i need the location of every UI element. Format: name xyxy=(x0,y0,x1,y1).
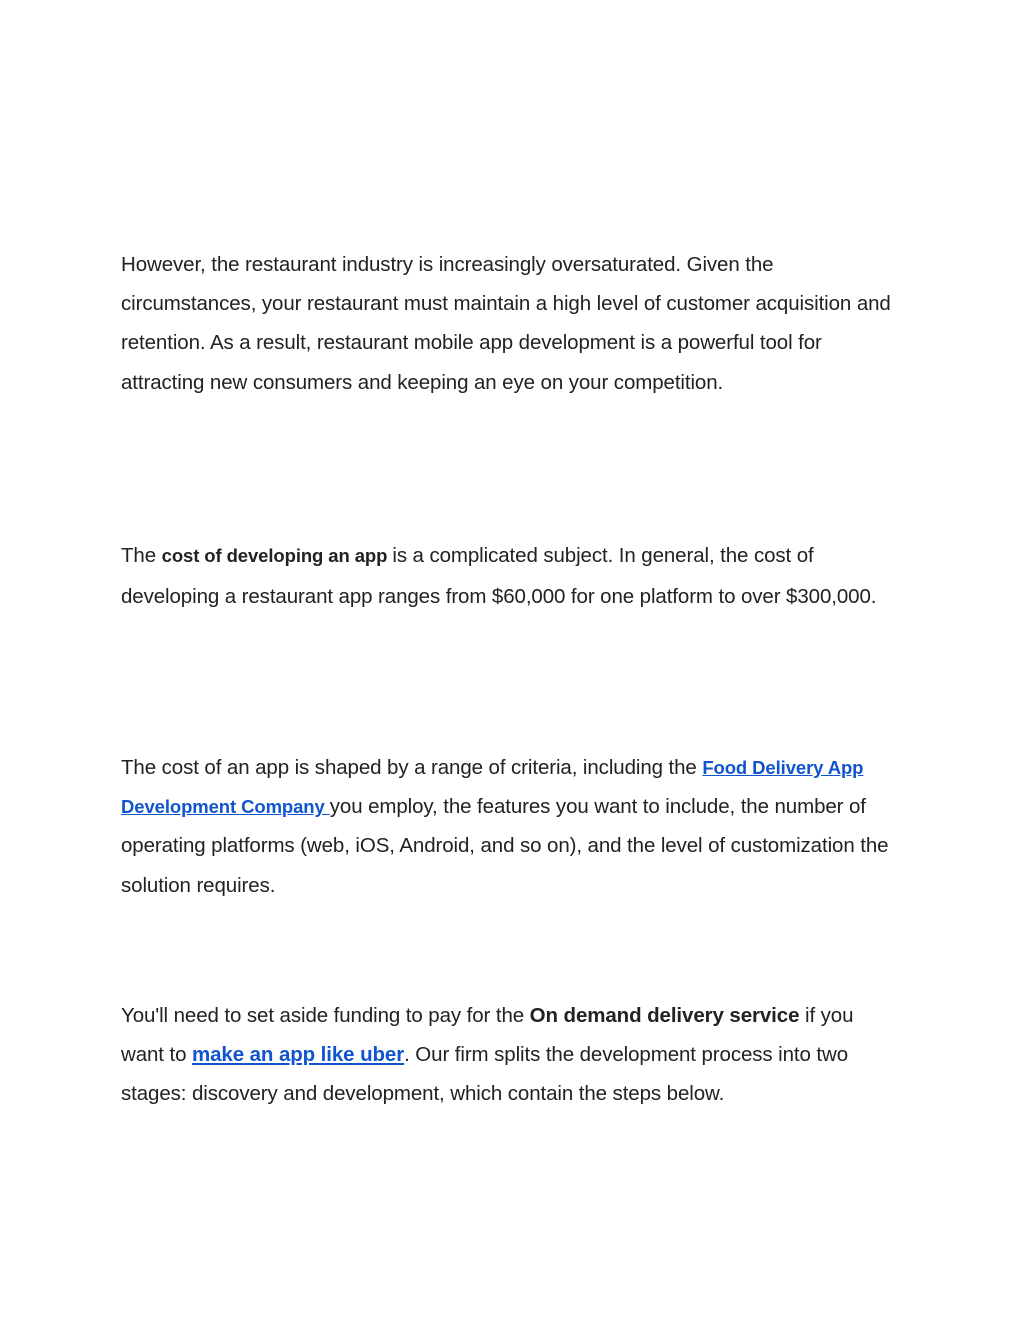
paragraph-text: However, the restaurant industry is increasingly oversaturated. Given the circumstances, your restaurant must maintain a high level of customer acquisition and retention. As a result, restaurant mobile app development is a powerful tool for attracting new consumers and keeping an eye on your competition. xyxy=(121,253,891,394)
link-food-delivery-app-development-company[interactable]: Food Delivery App Development Company xyxy=(121,757,864,818)
paragraph-text-middle: if you want to xyxy=(121,1004,854,1067)
paragraph-text-start: The xyxy=(121,544,162,567)
paragraph-text-start: You'll need to set aside funding to pay for the xyxy=(121,1004,530,1027)
bold-phrase-cost-of-developing: cost of developing an app xyxy=(161,545,393,566)
paragraph-funding xyxy=(121,996,901,1114)
paragraph-text-end: is a complicated subject. In general, the cost of developing a restaurant app ranges from $60,000 for one platform to over $300,000. xyxy=(121,544,877,608)
paragraph-app-cost xyxy=(121,535,901,617)
paragraph-text-start: The cost of an app is shaped by a range of criteria, including the xyxy=(121,756,703,779)
paragraph-industry-oversaturated xyxy=(121,245,901,402)
bold-phrase-on-demand-delivery: On demand delivery service xyxy=(529,1004,800,1027)
link-make-an-app-like-uber[interactable]: make an app like uber xyxy=(192,1043,405,1067)
paragraph-text-end: . Our firm splits the development process into two stages: discovery and development, which contain the steps below. xyxy=(121,1043,849,1106)
paragraph-text-end: you employ, the features you want to include, the number of operating platforms (web, iOS, Android, and so on), and the level of customization the solution requires. xyxy=(121,795,889,897)
paragraph-cost-criteria xyxy=(121,748,901,905)
